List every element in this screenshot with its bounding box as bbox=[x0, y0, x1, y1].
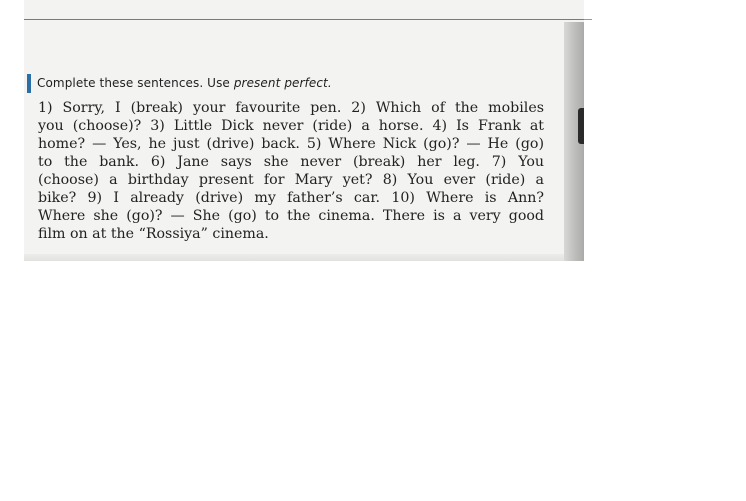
exercise-line-6: bike? 9) I already (drive) my father’s car. 10) Where is Ann? bbox=[38, 190, 544, 206]
exercise-line-2: you (choose)? 3) Little Dick never (ride) a horse. 4) Is Frank at bbox=[38, 118, 544, 134]
top-rule-extension bbox=[584, 19, 592, 20]
exercise-instruction bbox=[37, 76, 332, 90]
top-rule bbox=[24, 19, 584, 20]
scanned-page bbox=[24, 0, 584, 261]
page-bottom-edge bbox=[24, 254, 564, 261]
exercise-line-7: Where she (go)? — She (go) to the cinema. There is a very good bbox=[38, 208, 544, 224]
exercise-line-1: 1) Sorry, I (break) your favourite pen. 2) Which of the mobiles bbox=[38, 100, 544, 116]
exercise-text bbox=[38, 99, 544, 243]
exercise-line-5: (choose) a birthday present for Mary yet? 8) You ever (ride) a bbox=[38, 172, 544, 188]
section-marker-bar bbox=[27, 74, 31, 93]
instruction-tense: present perfect. bbox=[233, 76, 332, 90]
exercise-line-4: to the bank. 6) Jane says she never (break) her leg. 7) You bbox=[38, 154, 544, 170]
page-edge-tab bbox=[578, 108, 584, 144]
instruction-lead: Complete these sentences. Use bbox=[37, 76, 234, 90]
exercise-line-3: home? — Yes, he just (drive) back. 5) Where Nick (go)? — He (go) bbox=[38, 136, 544, 152]
exercise-line-8: film on at the “Rossiya” cinema. bbox=[38, 226, 269, 242]
